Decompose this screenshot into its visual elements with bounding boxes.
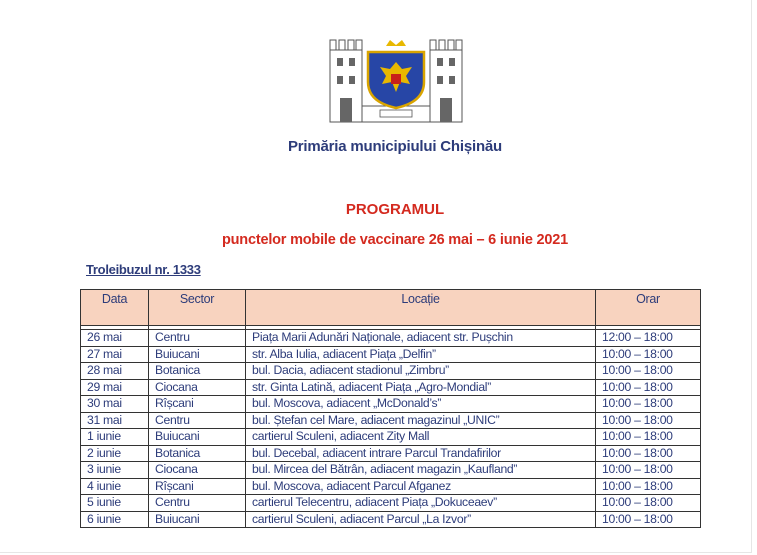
cell-location: cartierul Sculeni, adiacent Parcul „La Izvor”: [246, 511, 596, 528]
cell-sector: Botanica: [149, 363, 246, 380]
cell-date: 1 iunie: [81, 429, 149, 446]
cell-sector: Centru: [149, 495, 246, 512]
table-row: [81, 429, 701, 446]
table-row: [81, 511, 701, 528]
cell-location: bul. Dacia, adiacent stadionul „Zimbru”: [246, 363, 596, 380]
cell-date: 5 iunie: [81, 495, 149, 512]
cell-hours: 10:00 – 18:00: [596, 412, 701, 429]
table-row: [81, 396, 701, 413]
table-row: [81, 363, 701, 380]
cell-location: Piața Marii Adunări Naționale, adiacent str. Pușchin: [246, 330, 596, 347]
cell-location: bul. Mircea del Bătrân, adiacent magazin „Kaufland”: [246, 462, 596, 479]
cell-hours: 10:00 – 18:00: [596, 346, 701, 363]
cell-location: bul. Decebal, adiacent intrare Parcul Trandafirilor: [246, 445, 596, 462]
cell-location: bul. Moscova, adiacent „McDonald’s”: [246, 396, 596, 413]
cell-date: 30 mai: [81, 396, 149, 413]
column-header-hours: Orar: [596, 290, 701, 326]
table-row: [81, 462, 701, 479]
table-row: [81, 379, 701, 396]
document-title: PROGRAMUL: [345, 201, 445, 218]
cell-location: cartierul Telecentru, adiacent Piața „Dokuceaev”: [246, 495, 596, 512]
cell-location: str. Alba Iulia, adiacent Piața „Delfin”: [246, 346, 596, 363]
table-row: [81, 495, 701, 512]
cell-sector: Rîșcani: [149, 396, 246, 413]
cell-hours: 10:00 – 18:00: [596, 511, 701, 528]
cell-hours: 10:00 – 18:00: [596, 396, 701, 413]
cell-sector: Ciocana: [149, 379, 246, 396]
cell-hours: 10:00 – 18:00: [596, 495, 701, 512]
cell-date: 3 iunie: [81, 462, 149, 479]
chisinau-coat-of-arms-logo: [328, 36, 464, 126]
cell-date: 4 iunie: [81, 478, 149, 495]
cell-location: str. Ginta Latină, adiacent Piața „Agro-Mondial”: [246, 379, 596, 396]
cell-location: bul. Ștefan cel Mare, adiacent magazinul „UNIC”: [246, 412, 596, 429]
table-row: [81, 330, 701, 347]
cell-sector: Centru: [149, 330, 246, 347]
cell-hours: 10:00 – 18:00: [596, 429, 701, 446]
cell-hours: 10:00 – 18:00: [596, 478, 701, 495]
cell-date: 27 mai: [81, 346, 149, 363]
cell-sector: Buiucani: [149, 511, 246, 528]
table-row: [81, 412, 701, 429]
vaccination-schedule-table: [80, 289, 701, 528]
column-header-location: Locație: [246, 290, 596, 326]
table-row: [81, 478, 701, 495]
table-row: [81, 445, 701, 462]
cell-date: 29 mai: [81, 379, 149, 396]
cell-date: 26 mai: [81, 330, 149, 347]
document-subtitle: punctelor mobile de vaccinare 26 mai – 6 iunie 2021: [221, 232, 568, 248]
cell-sector: Centru: [149, 412, 246, 429]
cell-hours: 10:00 – 18:00: [596, 363, 701, 380]
table-header-row: [81, 290, 701, 326]
cell-sector: Buiucani: [149, 346, 246, 363]
organization-name: Primăria municipiului Chișinău: [287, 138, 503, 155]
cell-date: 2 iunie: [81, 445, 149, 462]
column-header-sector: Sector: [149, 290, 246, 326]
cell-sector: Buiucani: [149, 429, 246, 446]
cell-sector: Rîșcani: [149, 478, 246, 495]
column-header-date: Data: [81, 290, 149, 326]
table-row: [81, 346, 701, 363]
cell-sector: Botanica: [149, 445, 246, 462]
cell-date: 28 mai: [81, 363, 149, 380]
cell-location: cartierul Sculeni, adiacent Zity Mall: [246, 429, 596, 446]
cell-hours: 10:00 – 18:00: [596, 462, 701, 479]
cell-hours: 12:00 – 18:00: [596, 330, 701, 347]
cell-location: bul. Moscova, adiacent Parcul Afganez: [246, 478, 596, 495]
cell-sector: Ciocana: [149, 462, 246, 479]
vehicle-label: Troleibuzul nr. 1333: [86, 262, 201, 277]
cell-hours: 10:00 – 18:00: [596, 445, 701, 462]
cell-hours: 10:00 – 18:00: [596, 379, 701, 396]
cell-date: 31 mai: [81, 412, 149, 429]
cell-date: 6 iunie: [81, 511, 149, 528]
